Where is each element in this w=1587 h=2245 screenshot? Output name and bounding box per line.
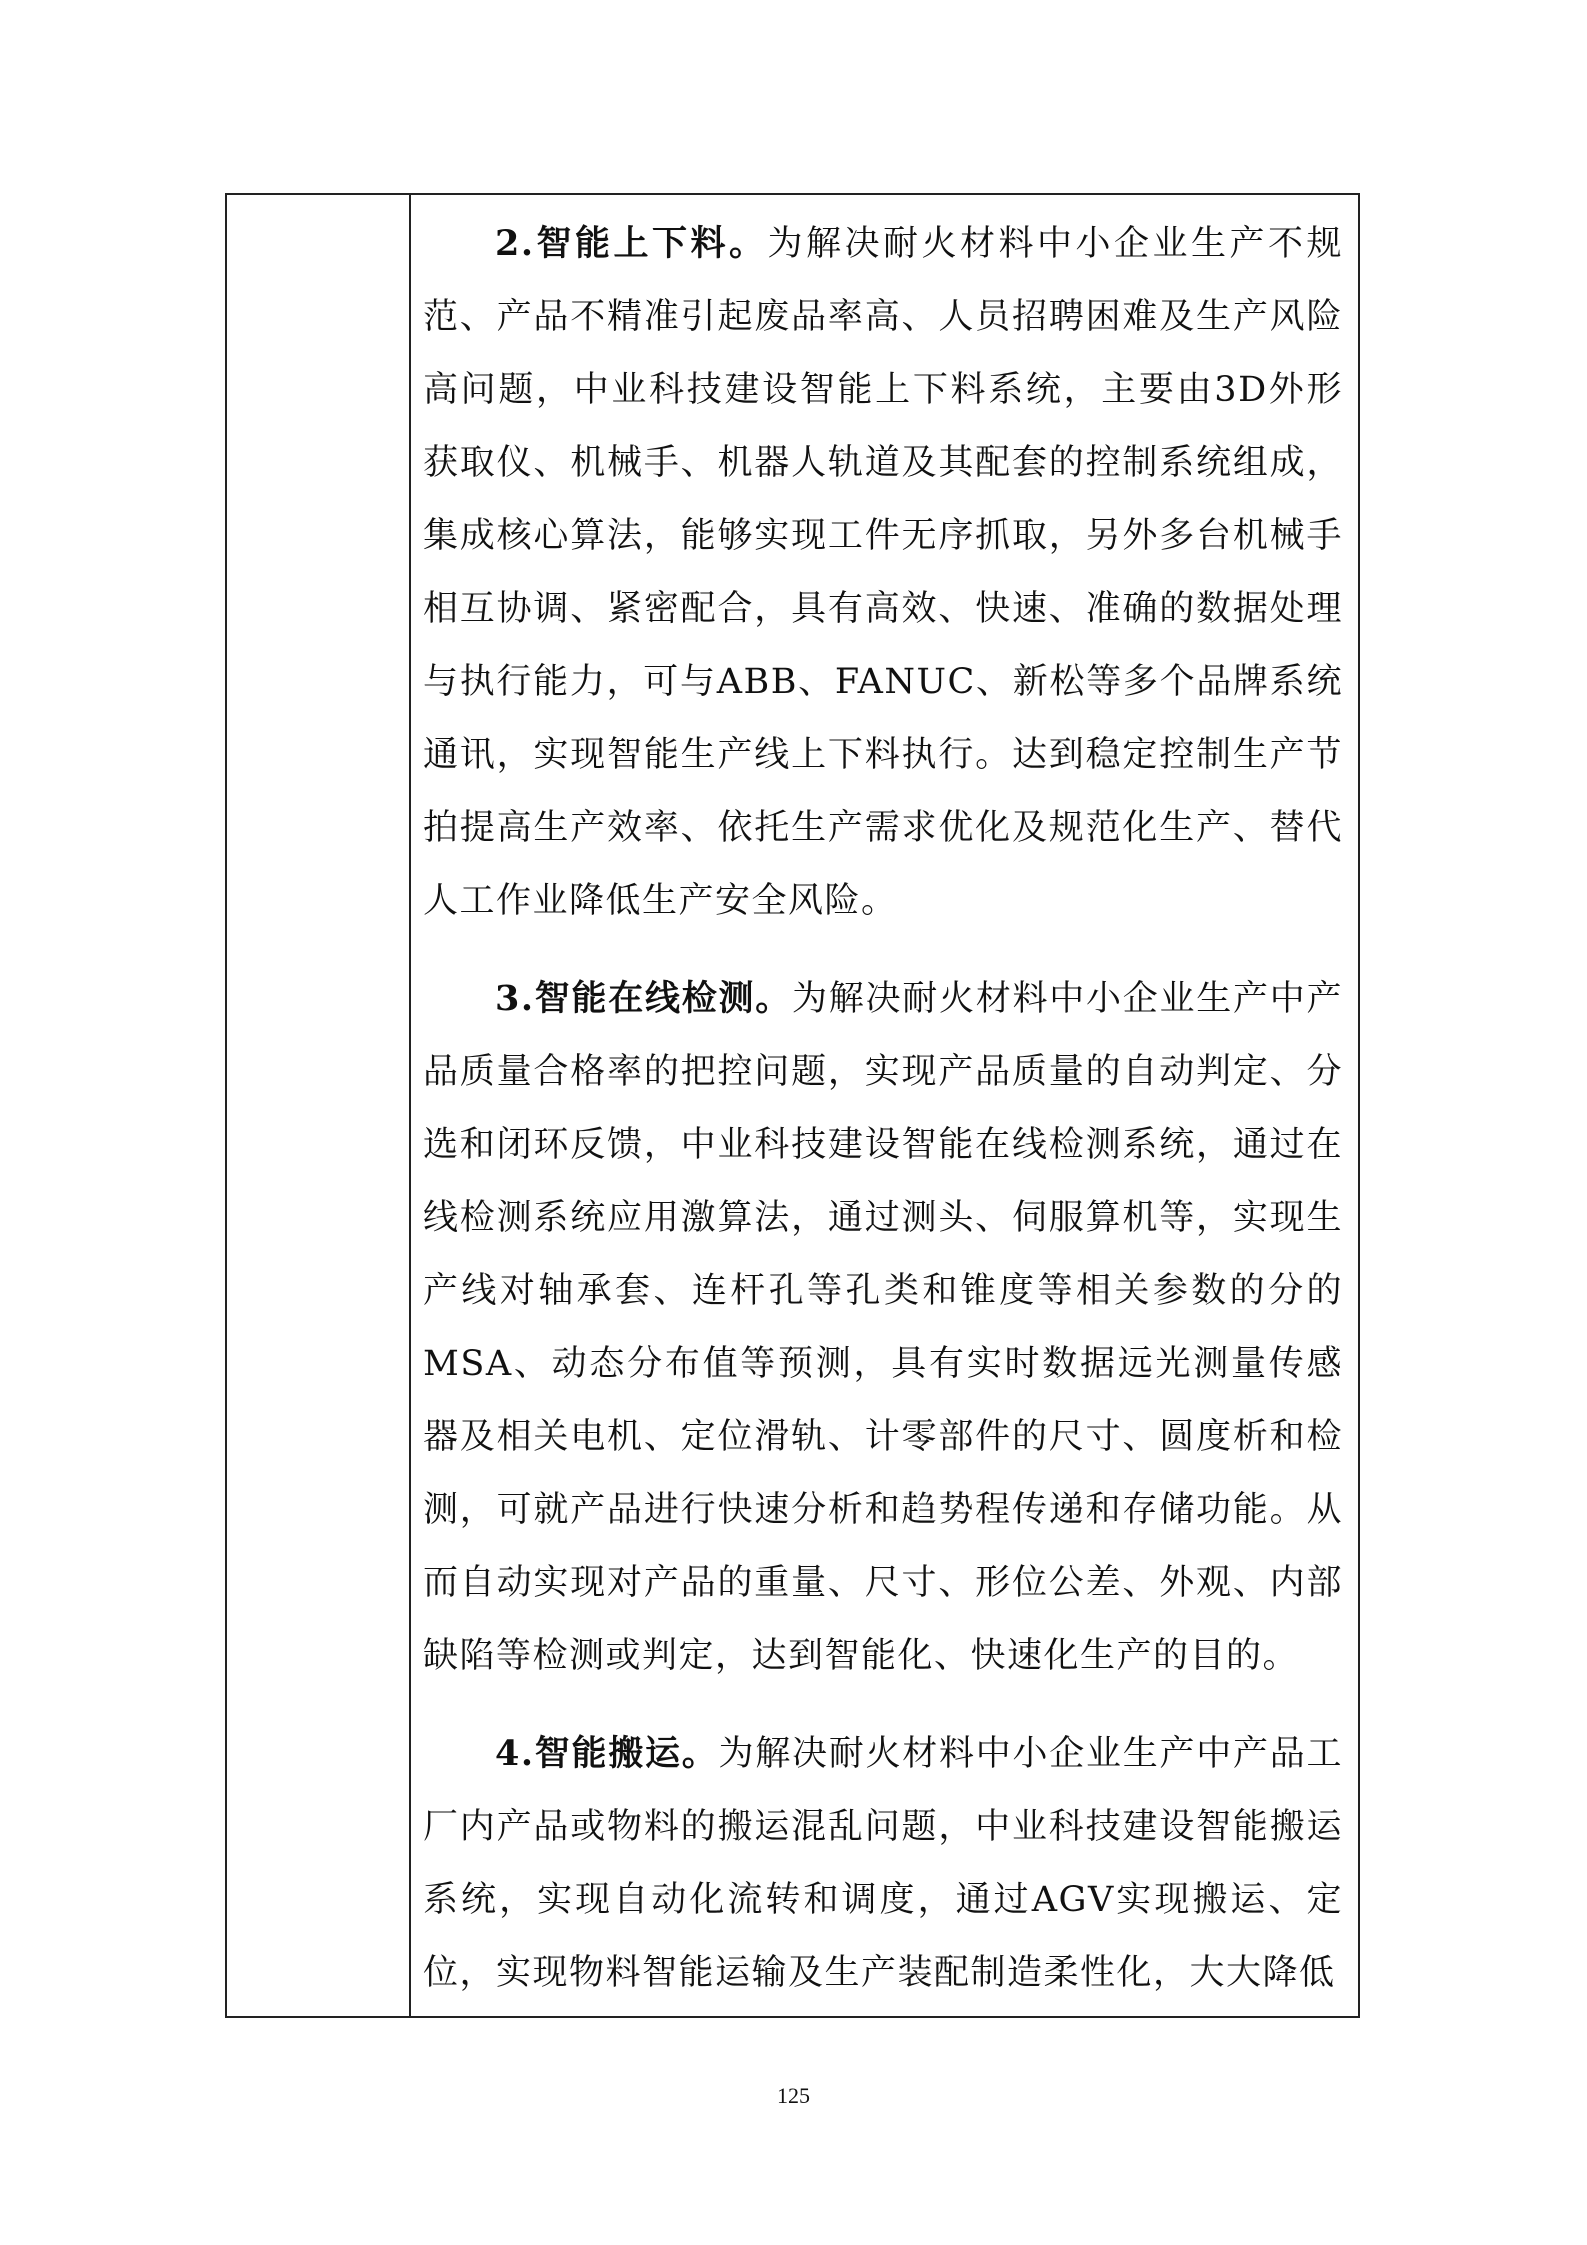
paragraph-heading: 3.智能在线检测。 [495,978,793,1019]
paragraph-text: 为解决耐火材料中小企业生产中产品工厂内产品或物料的搬运混乱问题，中业科技建设智能搬运系统，实现自动化流转和调度，通过AGV实现搬运、定位，实现物料智能运输及生产装配制造柔性化，大大降低 [423,1734,1343,1993]
table-content-cell [423,207,1343,2034]
paragraph-text: 为解决耐火材料中小企业生产中产品质量合格率的把控问题，实现产品质量的自动判定、分选和闭环反馈，中业科技建设智能在线检测系统，通过在线检测系统应用激算法，通过测头、伺服算机等，实现生产线对轴承套、连杆孔等孔类和锥度等相关参数的分的MSA、动态分布值等预测，具有实时数据远光测量传感器及相关电机、定位滑轨、计零部件的尺寸、圆度析和检测，可就产品进行快速分析和趋势程传递和存储功能。从而自动实现对产品的重量、尺寸、形位公差、外观、内部缺陷等检测或判定，达到智能化、快速化生产的目的。 [423,979,1343,1676]
content-table [225,193,1360,2018]
page-number: 125 [777,2083,810,2108]
paragraph-text: 为解决耐火材料中小企业生产不规范、产品不精准引起废品率高、人员招聘困难及生产风险高问题，中业科技建设智能上下料系统，主要由3D外形获取仪、机械手、机器人轨道及其配套的控制系统组成，集成核心算法，能够实现工件无序抓取，另外多台机械手相互协调、紧密配合，具有高效、快速、准确的数据处理与执行能力，可与ABB、FANUC、新松等多个品牌系统通讯，实现智能生产线上下料执行。达到稳定控制生产节拍提高生产效率、依托生产需求优化及规范化生产、替代人工作业降低生产安全风险。 [423,224,1343,921]
paragraph-heading: 2.智能上下料。 [495,223,768,264]
paragraph-smart-handling [423,1717,1343,2010]
paragraph-heading: 4.智能搬运。 [495,1733,719,1774]
paragraph-smart-loading [423,207,1343,938]
column-divider [409,195,411,2016]
paragraph-online-inspection [423,962,1343,1693]
